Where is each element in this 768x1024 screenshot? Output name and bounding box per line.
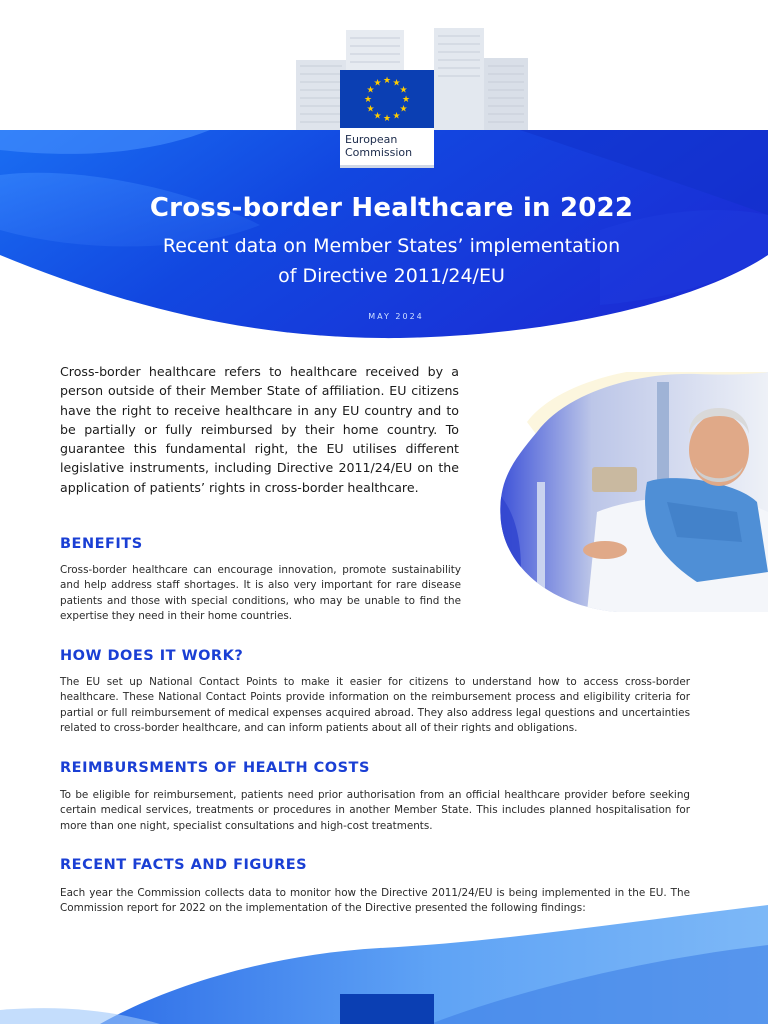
recent-facts-text: Each year the Commission collects data to monitor how the Directive 2011/24/EU is being implemented in the EU. The Commission report for 2022 on the implementation of the Directive presented the following findings:	[60, 887, 690, 915]
european-commission-logo	[340, 70, 434, 168]
publication-date: MAY 2024	[368, 312, 424, 321]
eu-star-icon: ★	[382, 114, 392, 124]
benefits-text: Cross-border healthcare can encourage innovation, promote sustainability and help address staff shortages. It is also very important for rare disease patients and those with special conditions, who may be unable to find the expertise they need in their home countries.	[60, 564, 461, 623]
eu-star-icon: ★	[399, 85, 408, 96]
logo-text	[340, 128, 434, 168]
page-title: Cross-border Healthcare in 2022	[149, 193, 634, 223]
eu-star-icon: ★	[363, 95, 373, 105]
eu-star-icon: ★	[392, 111, 401, 122]
footer-blue-block	[340, 994, 434, 1024]
eu-star-icon: ★	[392, 78, 401, 89]
reimbursements-text: To be eligible for reimbursement, patients need prior authorisation from an official healthcare provider before seeking certain medical services, treatments or procedures in another Member State. This includes planned hospitalisation for more than one night, specialist consultations and high-cost treatments.	[60, 789, 690, 832]
logo-line-2: Commission	[345, 146, 413, 159]
heading-recent-facts: RECENT FACTS AND FIGURES	[60, 857, 308, 873]
subtitle-line-2: of Directive 2011/24/EU	[278, 265, 505, 287]
logo-line-1: European	[345, 133, 398, 146]
heading-how-it-works: HOW DOES IT WORK?	[60, 648, 244, 664]
how-it-works-text: The EU set up National Contact Points to make it easier for citizens to understand how to access cross-border healthcare. These National Contact Points provide information on the reimbursement process and eligibility criteria for partial or full reimbursement of medical expenses acquired abroad. They also address legal questions and uncertainties related to cross-border healthcare, and can inform patients about all of their rights and obligations.	[60, 676, 690, 735]
subtitle-line-1: Recent data on Member States’ implementation	[162, 235, 621, 257]
page-subtitle	[0, 231, 768, 291]
eu-star-icon: ★	[382, 76, 392, 86]
eu-star-icon: ★	[373, 78, 382, 89]
eu-flag-icon	[340, 70, 434, 128]
hero-banner	[0, 0, 768, 345]
eu-star-icon: ★	[399, 104, 408, 115]
intro-paragraph: Cross-border healthcare refers to healthcare received by a person outside of their Member State of affiliation. EU citizens have the right to receive healthcare in any EU country and to be partially or fully reimbursed by their home country. To guarantee this fundamental right, the EU utilises different legislative instruments, including Directive 2011/24/EU on the application of patients’ rights in cross-border healthcare.	[60, 364, 459, 495]
heading-benefits: BENEFITS	[60, 536, 143, 552]
hero-background	[0, 0, 768, 345]
heading-reimbursements: REIMBURSMENTS OF HEALTH COSTS	[60, 760, 370, 776]
eu-star-icon: ★	[373, 111, 382, 122]
eu-star-icon: ★	[366, 85, 375, 96]
eu-star-icon: ★	[401, 95, 411, 105]
eu-star-icon: ★	[366, 104, 375, 115]
patient-photo	[497, 372, 768, 612]
